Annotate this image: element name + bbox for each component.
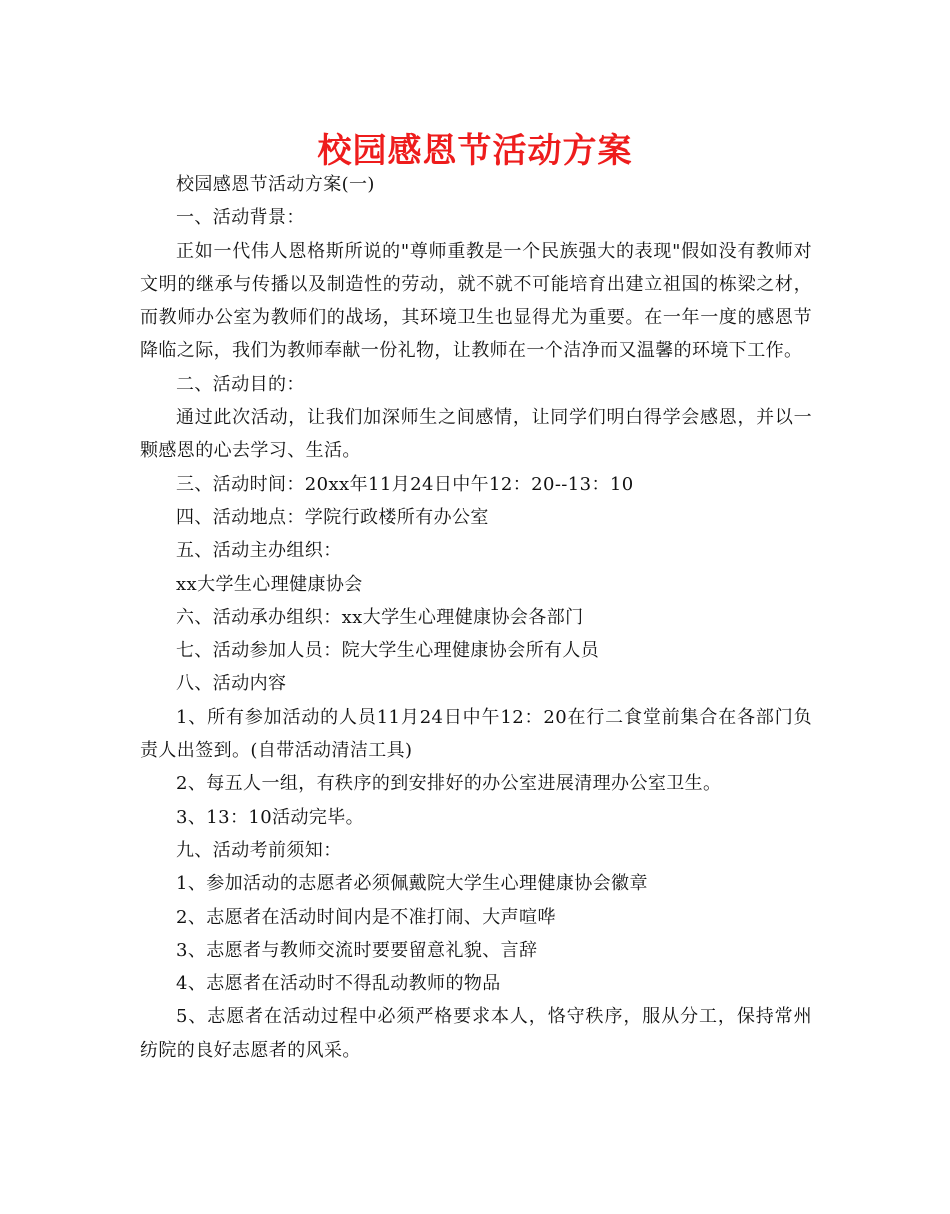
paragraph: 二、活动目的： (176, 373, 305, 395)
document-title: 校园感恩节活动方案 (317, 131, 633, 171)
paragraph: 三、活动时间：20xx年11月24日中午12：20--13：10 (176, 473, 634, 495)
paragraph: xx大学生心理健康协会 (176, 573, 363, 595)
paragraph: 七、活动参加人员：院大学生心理健康协会所有人员 (176, 640, 600, 662)
paragraph: 九、活动考前须知： (176, 839, 342, 861)
paragraph: 六、活动承办组织：xx大学生心理健康协会各部门 (176, 606, 584, 628)
paragraph: 校园感恩节活动方案(一) (176, 174, 375, 195)
paragraph: 八、活动内容 (176, 673, 287, 695)
paragraph: 3、13：10活动完毕。 (176, 806, 365, 828)
paragraph: 四、活动地点：学院行政楼所有办公室 (176, 506, 489, 528)
paragraph: 一、活动背景： (176, 207, 305, 229)
paragraph: 2、每五人一组，有秩序的到安排好的办公室进展清理办公室卫生。 (176, 773, 722, 795)
paragraph: 正如一代伟人恩格斯所说的"尊师重教是一个民族强大的表现"假如没有教师对文明的继承与传播以及制造性的劳动，就不就不可能培育出建立祖国的栋梁之材，而教师办公室为教师们的战场，其环境卫生也显得尤为重要。在一年一度的感恩节降临之际，我们为教师奉献一份礼物，让教师在一个洁净而又温馨的环境下工作。 (140, 240, 812, 362)
paragraph: 3、志愿者与教师交流时要要留意礼貌、言辞 (176, 939, 538, 961)
document-body (140, 168, 812, 1067)
paragraph: 5、志愿者在活动过程中必须严格要求本人，恪守秩序，服从分工，保持常州纺院的良好志愿者的风采。 (140, 1006, 812, 1061)
paragraph: 五、活动主办组织： (176, 540, 342, 562)
paragraph: 4、志愿者在活动时不得乱动教师的物品 (176, 973, 501, 995)
paragraph: 通过此次活动，让我们加深师生之间感情，让同学们明白得学会感恩，并以一颗感恩的心去学习、生活。 (140, 407, 812, 462)
paragraph: 2、志愿者在活动时间内是不准打闹、大声喧哗 (176, 906, 556, 928)
paragraph: 1、参加活动的志愿者必须佩戴院大学生心理健康协会徽章 (176, 873, 648, 895)
paragraph: 1、所有参加活动的人员11月24日中午12：20在行二食堂前集合在各部门负责人出签到。(自带活动清洁工具) (140, 706, 812, 762)
